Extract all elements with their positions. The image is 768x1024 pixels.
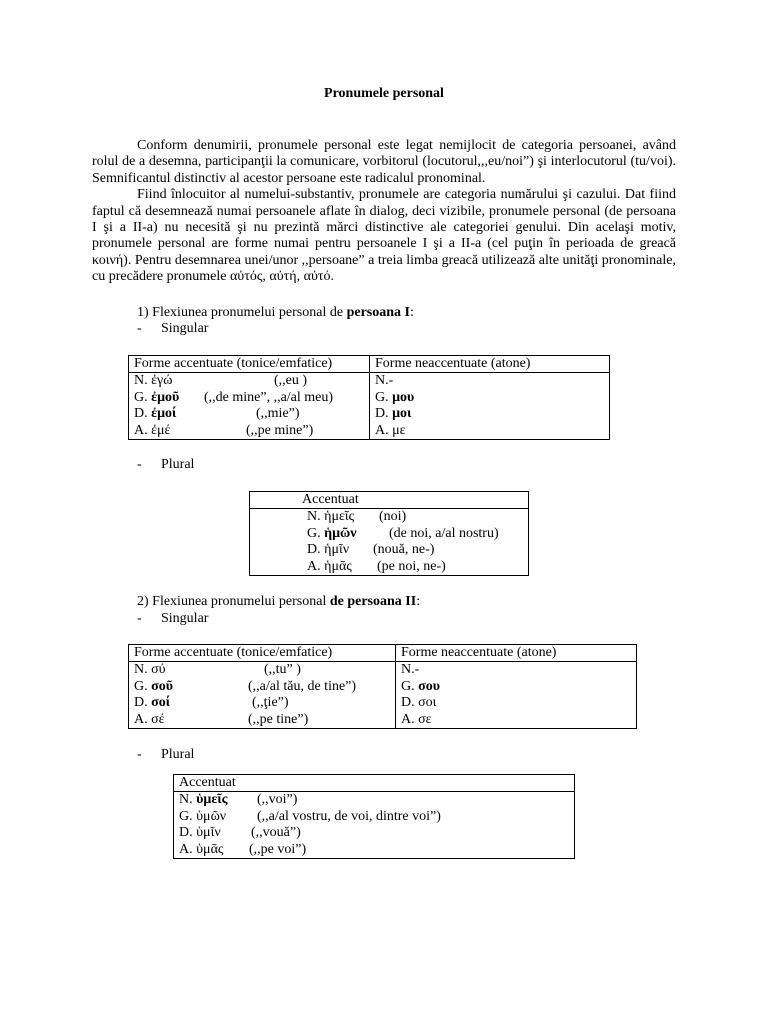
gloss: (,,pe mine”) — [246, 422, 314, 438]
greek-form: με — [392, 422, 406, 438]
table-row — [174, 792, 575, 809]
case-label: A. — [179, 841, 197, 857]
table-row — [250, 542, 529, 558]
table-cell-tonic — [129, 406, 370, 422]
section1-heading-bold: persoana I — [346, 305, 410, 320]
table-cell — [174, 809, 575, 825]
greek-form: ἡμῶν — [324, 525, 357, 541]
greek-form: σε — [418, 711, 432, 727]
table-cell-atone — [396, 695, 637, 711]
table-cell-tonic — [129, 695, 396, 711]
case-label: G. — [179, 808, 197, 824]
greek-form: ὑμῖν — [196, 825, 221, 841]
case-label: A. — [307, 558, 325, 574]
gloss: (,,mie”) — [256, 406, 300, 422]
case-label: N. — [179, 792, 197, 808]
section1-plural-label — [137, 457, 194, 473]
case-label: D. — [134, 406, 152, 422]
case-label: N. — [307, 509, 325, 525]
case-label: D. — [179, 825, 197, 841]
intro-paragraph-2: Fiind înlocuitor al numelui-substantiv, pronumele are categoria numărului şi cazului. Dat fiind faptul că desemnează numai persoanele aflate în dialog, deci vizibile, pronumele personal (de persoana I şi a II-a) nu necesită şi nu prezintă mărci distinctive ale categoriei genului. Din acelaşi motiv, pronumele personal are forme numai pentru persoanele I şi a II-a (cel puţin în perioada de greacă κοινή). Pentru desemnarea unei/unor ,,persoane” a treia limba greacă utilizează alte unităţi pronominale, cu precădere pronumele αὐτός, αὐτή, αὐτό. — [92, 187, 676, 285]
greek-form: σύ — [151, 662, 166, 678]
table-cell-tonic — [129, 679, 396, 695]
case-label: G. — [375, 389, 393, 405]
case-label: G. — [134, 678, 152, 694]
gloss: (,,voi”) — [257, 792, 298, 808]
case-label: D. — [375, 406, 393, 422]
table-row — [129, 406, 610, 422]
case-label: D. — [134, 695, 152, 711]
greek-form: ὑμῶν — [196, 808, 227, 824]
case-label: A. — [134, 711, 152, 727]
section2-heading-bold: de persoana II — [329, 594, 417, 609]
table-cell-atone — [370, 423, 610, 440]
table-header-tonic: Forme accentuate (tonice/emfatice) — [129, 356, 370, 373]
table-cell — [174, 842, 575, 859]
table-header-row — [129, 645, 637, 662]
section1-heading-text: 1) Flexiunea pronumelui personal de — [137, 305, 347, 320]
table-cell — [250, 509, 529, 526]
greek-form: σέ — [151, 711, 165, 727]
greek-form: ἐμέ — [151, 422, 171, 438]
gloss: (,,pe voi”) — [249, 841, 307, 857]
greek-form: ἡμεῖς — [324, 509, 355, 525]
table-cell-atone — [370, 390, 610, 406]
dash-bullet: - — [137, 611, 142, 626]
table-row — [250, 559, 529, 576]
greek-form: σοί — [151, 695, 171, 711]
section2-heading-text: 2) Flexiunea pronumelui personal — [137, 594, 330, 609]
table-row — [129, 423, 610, 440]
table-cell — [174, 825, 575, 841]
section2-heading — [137, 594, 420, 610]
table-cell-atone — [396, 662, 637, 679]
greek-form: σου — [418, 678, 441, 694]
singular-label: Singular — [161, 321, 209, 336]
table-row — [129, 712, 637, 729]
section2-plural-label — [137, 747, 194, 763]
section1-heading — [137, 305, 414, 321]
intro-paragraph-1: Conform denumirii, pronumele personal este legat nemijlocit de categoria persoanei, având rolul de a desemna, participanţii la comunicare, vorbitorul (locutorul,,,eu/noi”) şi interlocutorul (tu/voi). Semnificantul distinctiv al acestor persoane este radicalul pronominal. — [92, 138, 676, 186]
s2-plural-table — [173, 774, 575, 859]
gloss: (,,vouă”) — [251, 825, 301, 841]
table-row — [174, 825, 575, 841]
table-cell-atone — [396, 679, 637, 695]
table-cell-atone — [396, 712, 637, 729]
case-label: N. — [134, 662, 152, 678]
table-cell-tonic — [129, 423, 370, 440]
table-cell-tonic — [129, 712, 396, 729]
greek-form: ἡμῖν — [324, 542, 350, 558]
gloss: (,,eu ) — [274, 373, 308, 389]
greek-form: σοι — [418, 695, 437, 711]
table-header-accentuat: Accentuat — [174, 775, 575, 792]
table-row — [129, 662, 637, 679]
table-cell-tonic — [129, 373, 370, 390]
plural-label: Plural — [161, 457, 195, 472]
case-label: N.- — [375, 373, 394, 389]
case-label: D. — [401, 695, 419, 711]
section2-heading-colon: : — [416, 594, 421, 609]
intro-text — [92, 138, 676, 286]
table-header-row — [174, 775, 575, 792]
greek-form: ὑμεῖς — [196, 792, 228, 808]
gloss: (,,ţie”) — [252, 695, 289, 711]
section2-singular-label — [137, 611, 208, 627]
table-row — [174, 842, 575, 859]
table-row — [129, 695, 637, 711]
case-label: A. — [401, 711, 419, 727]
table-row — [129, 390, 610, 406]
table-row — [174, 809, 575, 825]
gloss: (,,tu” ) — [264, 662, 301, 678]
dash-bullet: - — [137, 457, 142, 472]
table-cell-tonic — [129, 390, 370, 406]
greek-form: μοι — [392, 406, 412, 422]
table-header-accentuat: Accentuat — [250, 492, 529, 509]
section1-singular-label — [137, 321, 208, 337]
gloss: (nouă, ne-) — [373, 542, 435, 558]
gloss: (,,de mine”, ,,a/al meu) — [204, 389, 334, 405]
greek-form: ὑμᾶς — [196, 841, 224, 857]
table-cell-tonic — [129, 662, 396, 679]
table-row — [129, 679, 637, 695]
table-row — [129, 373, 610, 390]
s2-singular-table — [128, 644, 637, 729]
table-row — [250, 509, 529, 526]
case-label: N. — [134, 373, 152, 389]
table-header-row — [250, 492, 529, 509]
s1-singular-table — [128, 355, 610, 440]
greek-form: ἡμᾶς — [324, 558, 352, 574]
table-cell — [174, 792, 575, 809]
case-label: D. — [307, 542, 325, 558]
page-title: Pronumele personal — [324, 86, 444, 101]
greek-form: σοῦ — [151, 678, 174, 694]
singular-label: Singular — [161, 611, 209, 626]
section1-heading-colon: : — [409, 305, 414, 320]
dash-bullet: - — [137, 321, 142, 336]
gloss: (noi) — [379, 509, 407, 525]
gloss: (,,pe tine”) — [248, 711, 309, 727]
case-label: N.- — [401, 662, 420, 678]
case-label: A. — [134, 422, 152, 438]
table-header-row — [129, 356, 610, 373]
table-header-tonic: Forme accentuate (tonice/emfatice) — [129, 645, 396, 662]
table-cell-atone — [370, 406, 610, 422]
table-cell-atone — [370, 373, 610, 390]
gloss: (,,a/al tău, de tine”) — [248, 678, 357, 694]
s1-plural-table — [249, 491, 529, 576]
dash-bullet: - — [137, 747, 142, 762]
table-cell — [250, 542, 529, 558]
table-row — [250, 526, 529, 542]
greek-form: ἐγώ — [151, 373, 173, 389]
table-cell — [250, 559, 529, 576]
gloss: (,,a/al vostru, de voi, dintre voi”) — [257, 808, 441, 824]
case-label: G. — [134, 389, 152, 405]
gloss: (de noi, a/al nostru) — [389, 525, 499, 541]
case-label: G. — [401, 678, 419, 694]
greek-form: μου — [392, 389, 415, 405]
gloss: (pe noi, ne-) — [377, 558, 446, 574]
table-header-atone: Forme neaccentuate (atone) — [370, 356, 610, 373]
plural-label: Plural — [161, 747, 195, 762]
table-header-atone: Forme neaccentuate (atone) — [396, 645, 637, 662]
greek-form: ἐμοί — [151, 406, 177, 422]
greek-form: ἐμοῦ — [151, 389, 180, 405]
table-cell — [250, 526, 529, 542]
case-label: G. — [307, 525, 325, 541]
case-label: A. — [375, 422, 393, 438]
